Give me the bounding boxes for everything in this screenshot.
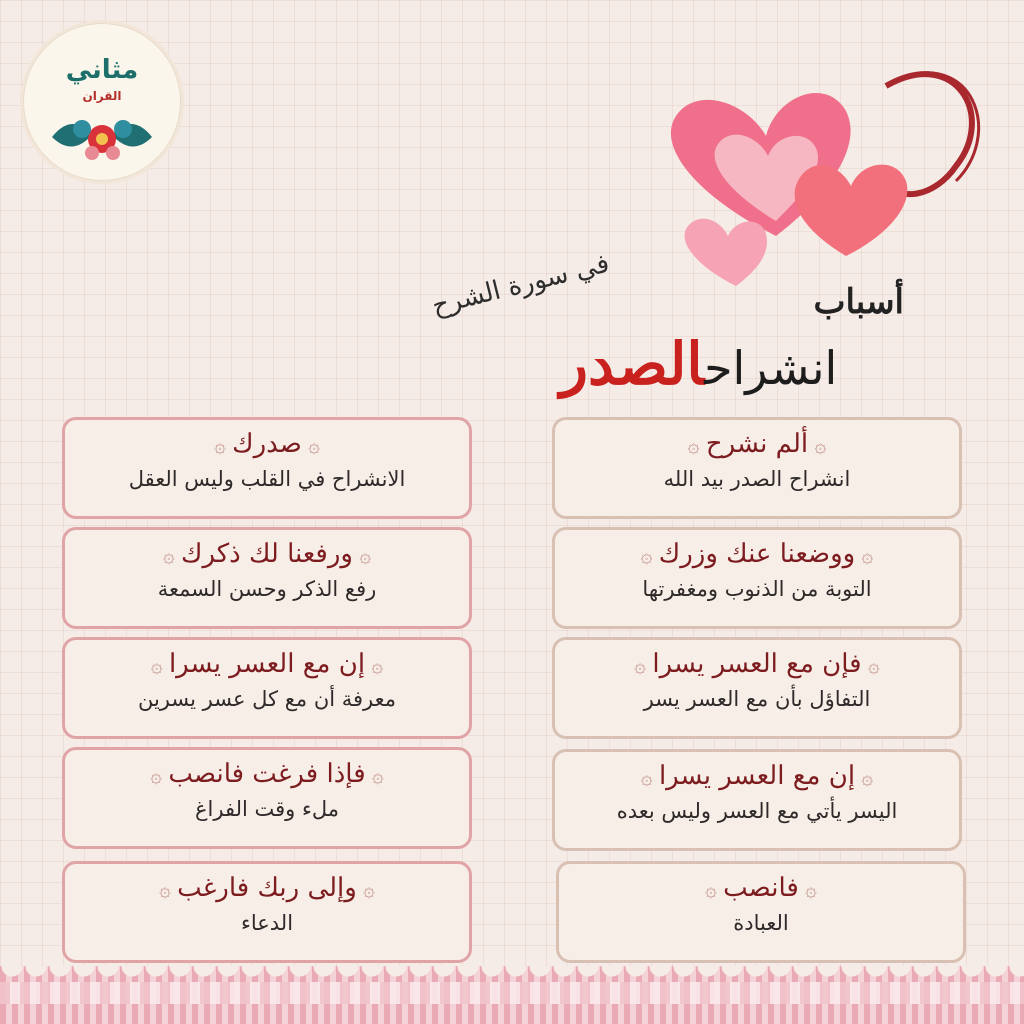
card-right-3	[552, 637, 962, 739]
card-verse: ۞ فإذا فرغت فانصب ۞	[150, 759, 384, 789]
card-verse: ۞ ووضعنا عنك وزرك ۞	[640, 539, 874, 569]
card-left-4	[62, 747, 472, 849]
card-meaning: الدعاء	[240, 910, 294, 935]
card-meaning: اليسر يأتي مع العسر وليس بعده	[616, 798, 898, 823]
ornament-bracket-icon: ۞	[150, 653, 169, 677]
card-meaning: رفع الذكر وحسن السمعة	[157, 576, 377, 601]
heart-icon	[656, 56, 1006, 296]
card-verse: ۞ فانصب ۞	[705, 873, 817, 903]
heading-word-sadr: الصدر	[560, 330, 705, 398]
ornament-bracket-icon: ۞	[640, 765, 659, 789]
card-meaning: التوبة من الذنوب ومغفرتها	[642, 576, 872, 601]
card-left-2	[62, 527, 472, 629]
ornament-bracket-icon: ۞	[861, 653, 880, 677]
ornament-bracket-icon: ۞	[808, 433, 827, 457]
card-right-2	[552, 527, 962, 629]
ornament-bracket-icon: ۞	[365, 763, 384, 787]
card-verse: ۞ وإلى ربك فارغب ۞	[159, 873, 375, 903]
ornament-bracket-icon: ۞	[214, 433, 233, 457]
card-left-3	[62, 637, 472, 739]
card-meaning: معرفة أن مع كل عسر يسرين	[137, 686, 397, 711]
card-verse: ۞ إن مع العسر يسرا ۞	[640, 761, 874, 791]
ornament-bracket-icon: ۞	[634, 653, 653, 677]
ornament-bracket-icon: ۞	[356, 877, 375, 901]
card-verse: ۞ فإن مع العسر يسرا ۞	[634, 649, 880, 679]
ornament-bracket-icon: ۞	[855, 765, 874, 789]
heading-word-inshirah: انشراح	[704, 341, 838, 395]
brand-logo	[20, 20, 184, 184]
lace-band	[0, 982, 1024, 1004]
ornament-bracket-icon: ۞	[301, 433, 320, 457]
card-meaning: انشراح الصدر بيد الله	[663, 466, 851, 491]
ornament-bracket-icon: ۞	[855, 543, 874, 567]
card-verse: ۞ ألم نشرح ۞	[687, 429, 827, 459]
ornament-bracket-icon: ۞	[162, 543, 182, 567]
heading-subtitle: في سورة الشرح	[429, 248, 613, 322]
card-meaning: التفاؤل بأن مع العسر يسر	[643, 686, 871, 711]
card-verse: ۞ إن مع العسر يسرا ۞	[150, 649, 384, 679]
flower-icon	[47, 107, 157, 167]
card-verse: ۞ صدرك ۞	[214, 429, 320, 459]
card-meaning: الانشراح في القلب وليس العقل	[128, 466, 406, 491]
ornament-bracket-icon: ۞	[150, 763, 169, 787]
ornament-bracket-icon: ۞	[352, 543, 372, 567]
card-right-1	[552, 417, 962, 519]
card-right-4	[552, 749, 962, 851]
card-verse: ۞ ورفعنا لك ذكرك ۞	[162, 539, 372, 569]
ornament-bracket-icon: ۞	[159, 877, 178, 901]
card-left-5	[62, 861, 472, 963]
heading-line1: أسباب	[813, 282, 904, 322]
logo-title: مثاني	[65, 55, 139, 85]
ornament-bracket-icon: ۞	[365, 653, 384, 677]
ornament-bracket-icon: ۞	[687, 433, 706, 457]
card-left-1	[62, 417, 472, 519]
card-meaning: العبادة	[733, 910, 789, 935]
card-meaning: ملء وقت الفراغ	[195, 796, 339, 821]
logo-subtitle: القران	[82, 89, 122, 103]
card-right-5	[556, 861, 966, 963]
heading-line2	[560, 330, 837, 398]
ornament-bracket-icon: ۞	[640, 543, 659, 567]
ornament-bracket-icon: ۞	[705, 877, 724, 901]
ornament-bracket-icon: ۞	[798, 877, 817, 901]
